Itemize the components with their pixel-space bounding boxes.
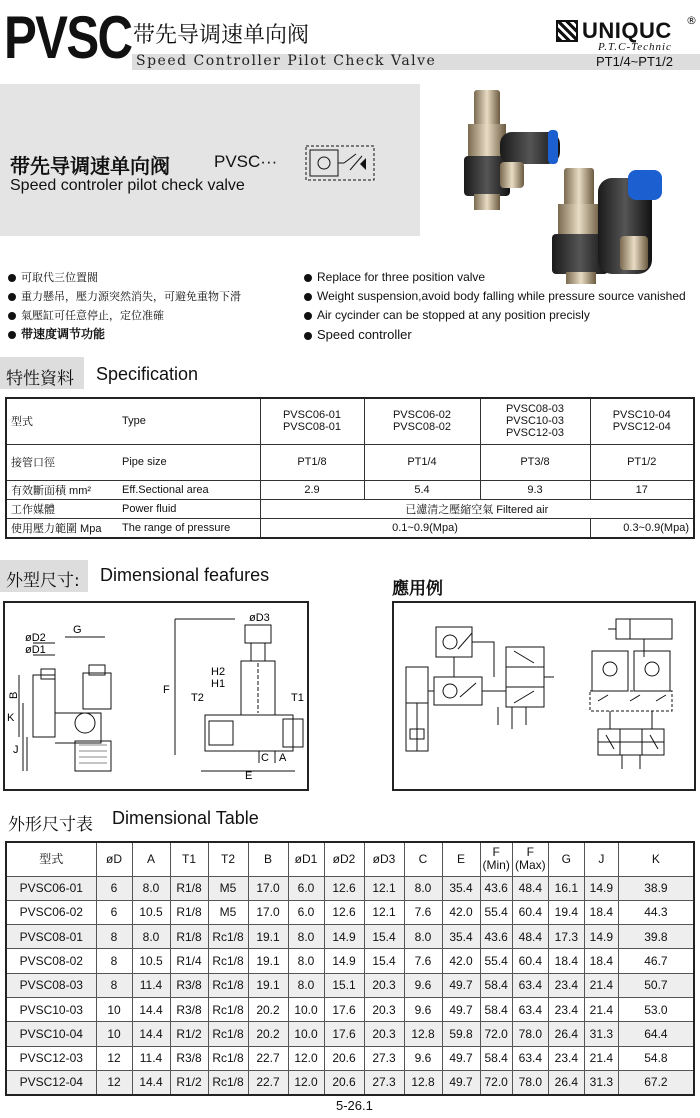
product-title-en: Speed Controller Pilot Check Valve (136, 53, 437, 69)
label-j: J (13, 744, 19, 756)
label-od3: øD3 (249, 612, 270, 624)
check-valve-symbol-icon (300, 140, 380, 186)
table-cell: 6.0 (288, 876, 324, 900)
cell: 9.3 (480, 480, 590, 499)
table-cell: 54.8 (618, 1046, 694, 1070)
label-h1: H1 (211, 678, 226, 690)
table-cell: 72.0 (480, 1070, 512, 1094)
table-cell: 9.6 (404, 1046, 442, 1070)
thread-range: PT1/4~PT1/2 (596, 54, 673, 69)
label-e: E (245, 770, 253, 782)
page-number: 5-26.1 (336, 1098, 373, 1113)
header-cell: T2 (208, 842, 248, 876)
application-diagram (392, 601, 696, 791)
table-cell: 6.0 (288, 900, 324, 924)
cell: 有效斷面積 mm² (6, 480, 118, 499)
table-cell: 8.0 (288, 949, 324, 973)
table-cell: 14.9 (584, 876, 618, 900)
table-cell: 10 (96, 1022, 132, 1046)
table-cell: 8 (96, 973, 132, 997)
valve-small (464, 90, 560, 210)
bullet-icon (8, 312, 16, 320)
feature-item: Replace for three position valve (304, 268, 700, 287)
table-cell: 19.1 (248, 949, 288, 973)
bullet-icon (304, 332, 312, 340)
table-cell: 10.5 (132, 949, 170, 973)
table-cell: 43.6 (480, 876, 512, 900)
cell: PVSC08-03 PVSC10-03 PVSC12-03 (480, 398, 590, 444)
spec-row (6, 398, 694, 444)
header-cell: øD1 (288, 842, 324, 876)
feature-item: 氣壓缸可任意停止，定位准確 (8, 306, 308, 325)
cell: PT1/2 (590, 444, 694, 480)
table-row (6, 949, 694, 973)
table-cell: 55.4 (480, 949, 512, 973)
table-cell: 14.4 (132, 997, 170, 1021)
table-cell: 22.7 (248, 1046, 288, 1070)
table-cell: Rc1/8 (208, 997, 248, 1021)
spec-table (5, 397, 695, 539)
product-title-cn: 带先导调速单向阀 (133, 23, 310, 48)
table-cell: 64.4 (618, 1022, 694, 1046)
table-cell: R1/8 (170, 876, 208, 900)
table-row (6, 925, 694, 949)
table-cell: 39.8 (618, 925, 694, 949)
table-cell: 9.6 (404, 973, 442, 997)
table-cell: 7.6 (404, 900, 442, 924)
table-cell: 11.4 (132, 1046, 170, 1070)
label-h2: H2 (211, 666, 226, 678)
dims-title-en: Dimensional feafures (100, 565, 270, 585)
table-cell: 35.4 (442, 876, 480, 900)
table-cell: 15.1 (324, 973, 364, 997)
spec-title-en: Specification (96, 364, 199, 384)
bullet-icon (304, 274, 312, 282)
cell: 0.1~0.9(Mpa) (260, 518, 590, 538)
table-cell: 60.4 (512, 900, 548, 924)
table-cell: 14.9 (324, 949, 364, 973)
cell: 0.3~0.9(Mpa) (590, 518, 694, 538)
product-code: PVSC (4, 4, 132, 71)
table-cell: R1/8 (170, 900, 208, 924)
cell: PVSC10-04 PVSC12-04 (590, 398, 694, 444)
feature-item: Air cycinder can be stopped at any position precisly (304, 306, 700, 325)
label-k: K (7, 712, 15, 724)
table-cell: 60.4 (512, 949, 548, 973)
bullet-icon (304, 312, 312, 320)
feature-item: 可取代三位置閥 (8, 268, 308, 287)
table-cell: 38.9 (618, 876, 694, 900)
table-cell: 20.3 (364, 1022, 404, 1046)
cell: 接管口徑 (6, 444, 118, 480)
table-cell: 42.0 (442, 949, 480, 973)
table-cell: 6 (96, 876, 132, 900)
table-cell: 14.9 (584, 925, 618, 949)
cell: PT3/8 (480, 444, 590, 480)
table-cell: 18.4 (548, 949, 584, 973)
table-cell: 46.7 (618, 949, 694, 973)
table-row (6, 1022, 694, 1046)
bullet-icon (8, 293, 16, 301)
cell: The range of pressure (118, 518, 260, 538)
table-cell: 11.4 (132, 973, 170, 997)
table-cell: 63.4 (512, 997, 548, 1021)
table-cell: 42.0 (442, 900, 480, 924)
table-cell: Rc1/8 (208, 949, 248, 973)
label-a: A (279, 752, 287, 764)
table-cell: 12 (96, 1046, 132, 1070)
table-cell: 21.4 (584, 973, 618, 997)
table-cell: PVSC06-01 (6, 876, 96, 900)
cell: Type (118, 398, 260, 444)
table-cell: R1/2 (170, 1070, 208, 1094)
table-row (6, 997, 694, 1021)
table-cell: 35.4 (442, 925, 480, 949)
table-cell: 49.7 (442, 1046, 480, 1070)
table-cell: 17.6 (324, 997, 364, 1021)
table-cell: 8.0 (132, 876, 170, 900)
table-cell: 58.4 (480, 973, 512, 997)
table-cell: 14.4 (132, 1070, 170, 1094)
table-cell: 58.4 (480, 997, 512, 1021)
table-cell: 9.6 (404, 997, 442, 1021)
table-cell: 26.4 (548, 1070, 584, 1094)
feature-item: 重力懸吊，壓力源突然消失，可避免重物下滑 (8, 287, 308, 306)
cell: 型式 (6, 398, 118, 444)
cell: Pipe size (118, 444, 260, 480)
cell: 5.4 (364, 480, 480, 499)
table-cell: 19.4 (548, 900, 584, 924)
table-cell: Rc1/8 (208, 1022, 248, 1046)
cell: Eff.Sectional area (118, 480, 260, 499)
table-cell: 10.0 (288, 1022, 324, 1046)
brand-name: UNIQUC (582, 18, 672, 43)
table-cell: 20.2 (248, 997, 288, 1021)
table-cell: 10 (96, 997, 132, 1021)
header-cell: G (548, 842, 584, 876)
table-cell: 15.4 (364, 925, 404, 949)
table-cell: 18.4 (584, 949, 618, 973)
intro-title-en: Speed controler pilot check valve (10, 177, 245, 194)
table-cell: PVSC12-04 (6, 1070, 96, 1094)
product-photo (430, 86, 695, 286)
table-cell: 12.0 (288, 1046, 324, 1070)
label-od1: øD1 (25, 644, 46, 656)
table-row (6, 876, 694, 900)
table-cell: 20.3 (364, 997, 404, 1021)
table-cell: 78.0 (512, 1070, 548, 1094)
feature-item: Weight suspension,avoid body falling while pressure source vanished (304, 287, 700, 306)
table-cell: 12.6 (324, 876, 364, 900)
table-cell: 17.0 (248, 900, 288, 924)
table-cell: 12.1 (364, 900, 404, 924)
table-cell: 10.0 (288, 997, 324, 1021)
table-cell: 8.0 (288, 973, 324, 997)
bullet-icon (8, 331, 16, 339)
table-cell: 10.5 (132, 900, 170, 924)
table-cell: 20.6 (324, 1070, 364, 1094)
table-cell: 22.7 (248, 1070, 288, 1094)
table-cell: 50.7 (618, 973, 694, 997)
table-cell: PVSC12-03 (6, 1046, 96, 1070)
cell: 17 (590, 480, 694, 499)
header-cell: J (584, 842, 618, 876)
table-cell: R3/8 (170, 1046, 208, 1070)
cell: 使用壓力範圍 Mpa (6, 518, 118, 538)
table-cell: 59.8 (442, 1022, 480, 1046)
table-cell: 20.3 (364, 973, 404, 997)
table-cell: PVSC10-04 (6, 1022, 96, 1046)
table-cell: 21.4 (584, 997, 618, 1021)
table-cell: 6 (96, 900, 132, 924)
table-cell: 15.4 (364, 949, 404, 973)
cell: PT1/8 (260, 444, 364, 480)
table-cell: 23.4 (548, 1046, 584, 1070)
label-t2: T2 (191, 692, 204, 704)
table-cell: 12.0 (288, 1070, 324, 1094)
table-cell: 27.3 (364, 1070, 404, 1094)
table-cell: 48.4 (512, 925, 548, 949)
table-cell: 18.4 (584, 900, 618, 924)
table-cell: 49.7 (442, 997, 480, 1021)
intro-model: PVSC··· (214, 152, 278, 171)
header-cell: øD (96, 842, 132, 876)
table-cell: 48.4 (512, 876, 548, 900)
spec-title-cn: 特性資料 (6, 369, 74, 389)
table-header-row (6, 842, 694, 876)
table-row (6, 973, 694, 997)
label-c: C (261, 752, 269, 764)
table-row (6, 1046, 694, 1070)
table-cell: 12.8 (404, 1022, 442, 1046)
feature-item: 带速度调节功能 (8, 325, 308, 344)
table-cell: M5 (208, 876, 248, 900)
label-t1: T1 (291, 692, 304, 704)
table-cell: 8 (96, 949, 132, 973)
cell: PVSC06-01 PVSC08-01 (260, 398, 364, 444)
table-cell: 12.6 (324, 900, 364, 924)
header-cell: A (132, 842, 170, 876)
label-od2: øD2 (25, 632, 46, 644)
table-cell: R1/8 (170, 925, 208, 949)
table-cell: 19.1 (248, 973, 288, 997)
table-cell: 63.4 (512, 1046, 548, 1070)
table-cell: 58.4 (480, 1046, 512, 1070)
intro-title-cn: 带先导调速单向阀 (10, 154, 170, 178)
bullet-icon (8, 274, 16, 282)
table-cell: PVSC10-03 (6, 997, 96, 1021)
table-cell: 27.3 (364, 1046, 404, 1070)
brand-logo-icon (556, 20, 578, 42)
table-row (6, 1070, 694, 1094)
spec-row (6, 499, 694, 518)
table-cell: 31.3 (584, 1070, 618, 1094)
table-row (6, 900, 694, 924)
table-cell: 8 (96, 925, 132, 949)
cell: PT1/4 (364, 444, 480, 480)
table-cell: 53.0 (618, 997, 694, 1021)
table-cell: 17.0 (248, 876, 288, 900)
header-cell: E (442, 842, 480, 876)
table-cell: 26.4 (548, 1022, 584, 1046)
cell: 工作媒體 (6, 499, 118, 518)
dims-title-cn: 外型尺寸: (6, 571, 80, 591)
table-cell: R1/4 (170, 949, 208, 973)
table-cell: 14.4 (132, 1022, 170, 1046)
dimension-table (5, 841, 695, 1096)
table-cell: PVSC08-02 (6, 949, 96, 973)
table-cell: 17.3 (548, 925, 584, 949)
label-b: B (8, 691, 20, 699)
label-f: F (163, 684, 170, 696)
table-cell: 19.1 (248, 925, 288, 949)
table-cell: 8.0 (132, 925, 170, 949)
table-cell: PVSC08-01 (6, 925, 96, 949)
table-cell: 78.0 (512, 1022, 548, 1046)
table-cell: 67.2 (618, 1070, 694, 1094)
label-g: G (73, 624, 82, 636)
table-cell: 55.4 (480, 900, 512, 924)
header-cell: T1 (170, 842, 208, 876)
header-cell: øD2 (324, 842, 364, 876)
table-cell: 72.0 (480, 1022, 512, 1046)
table-cell: 49.7 (442, 1070, 480, 1094)
header-cell: K (618, 842, 694, 876)
table-cell: 20.2 (248, 1022, 288, 1046)
table-cell: R3/8 (170, 997, 208, 1021)
cell: Power fluid (118, 499, 260, 518)
table-cell: 14.9 (324, 925, 364, 949)
table-cell: 20.6 (324, 1046, 364, 1070)
table-title-en: Dimensional Table (112, 808, 259, 828)
table-cell: R1/2 (170, 1022, 208, 1046)
cell: 2.9 (260, 480, 364, 499)
spec-row (6, 444, 694, 480)
table-cell: 21.4 (584, 1046, 618, 1070)
feature-item: Speed controller (304, 325, 700, 344)
table-cell: Rc1/8 (208, 973, 248, 997)
header-cell: C (404, 842, 442, 876)
header-cell: 型式 (6, 842, 96, 876)
table-cell: 12.1 (364, 876, 404, 900)
table-cell: 23.4 (548, 997, 584, 1021)
table-cell: 8.0 (404, 876, 442, 900)
table-cell: 23.4 (548, 973, 584, 997)
table-cell: 7.6 (404, 949, 442, 973)
table-cell: 16.1 (548, 876, 584, 900)
registered-mark: ® (686, 14, 697, 27)
table-title-cn: 外形尺寸表 (8, 815, 93, 835)
brand-tagline: P.T.C-Technic (598, 41, 672, 53)
spec-row (6, 480, 694, 499)
table-cell: 12 (96, 1070, 132, 1094)
bullet-icon (304, 293, 312, 301)
table-cell: 44.3 (618, 900, 694, 924)
cell: PVSC06-02 PVSC08-02 (364, 398, 480, 444)
table-cell: 43.6 (480, 925, 512, 949)
table-cell: Rc1/8 (208, 1070, 248, 1094)
table-cell: PVSC08-03 (6, 973, 96, 997)
features-cn (8, 268, 308, 344)
features-en (304, 268, 700, 344)
table-cell: 8.0 (404, 925, 442, 949)
table-cell: Rc1/8 (208, 1046, 248, 1070)
header-cell: F (Max) (512, 842, 548, 876)
table-cell: 49.7 (442, 973, 480, 997)
valve-large (552, 168, 662, 284)
table-cell: 17.6 (324, 1022, 364, 1046)
table-cell: M5 (208, 900, 248, 924)
application-title: 應用例 (392, 579, 443, 599)
header-cell: B (248, 842, 288, 876)
table-cell: 63.4 (512, 973, 548, 997)
spec-row (6, 518, 694, 538)
table-cell: PVSC06-02 (6, 900, 96, 924)
header-cell: øD3 (364, 842, 404, 876)
table-cell: Rc1/8 (208, 925, 248, 949)
table-cell: 31.3 (584, 1022, 618, 1046)
cell: 已濾清之壓縮空氣 Filtered air (260, 499, 694, 518)
table-cell: R3/8 (170, 973, 208, 997)
table-cell: 12.8 (404, 1070, 442, 1094)
header-cell: F (Min) (480, 842, 512, 876)
table-cell: 8.0 (288, 925, 324, 949)
dimension-drawing (3, 601, 309, 791)
